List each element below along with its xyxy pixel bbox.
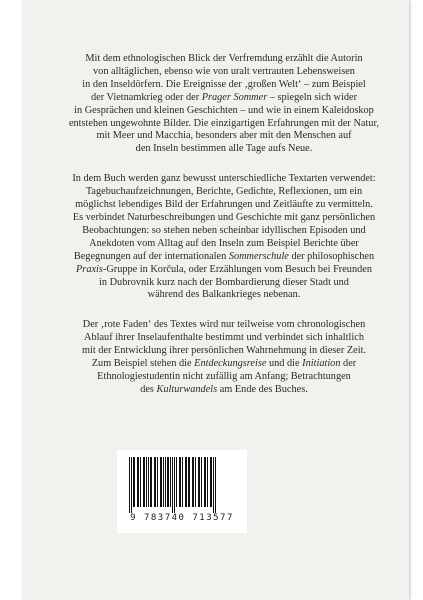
text-line: Beobachtungen: so stehen neben scheinbar idyllischen Episoden und <box>82 224 366 236</box>
barcode-bar <box>154 457 156 507</box>
italic-run: Praxis <box>76 263 103 275</box>
text-line: der Vietnamkrieg oder der Prager Sommer – spiegeln sich wider <box>91 91 357 103</box>
text-line: während des Balkankrieges nebenan. <box>147 289 301 301</box>
barcode-bar <box>185 457 187 507</box>
text-line: Tagebuchaufzeichnungen, Berichte, Gedichte, Reflexionen, um ein <box>85 186 363 198</box>
barcode-bar <box>157 457 158 507</box>
barcode-bar <box>172 457 173 513</box>
text-line: Begegnungen auf der internationalen Sommerschule der philosophischen <box>73 250 375 262</box>
barcode-bar <box>146 457 147 507</box>
italic-run: Entdeckungsreise <box>194 358 267 370</box>
italic-run: Initiation <box>302 358 341 370</box>
text-line: den Inseln bestimmen alle Tage aufs Neue. <box>135 143 313 155</box>
barcode-bar <box>140 457 141 507</box>
text-line: Der ‚rote Faden‘ des Textes wird nur teilweise vom chronologischen <box>82 319 366 331</box>
text-line: in den Inseldörfern. Die Ereignisse der ‚großen Welt‘ – zum Beispiel <box>82 78 366 90</box>
barcode-bar <box>182 457 183 507</box>
text-line: Ablauf ihrer Inselaufenthalte bestimmt und verbindet sich inhaltlich <box>84 332 364 344</box>
barcode-bar <box>207 457 208 507</box>
blurb-paragraph-2 <box>53 173 395 302</box>
blurb-paragraph-3 <box>53 319 395 396</box>
barcode-bar <box>170 457 171 507</box>
barcode-bar <box>143 457 145 507</box>
text-line: in Dubrovnik kurz nach der Bombardierung dieser Stadt und <box>99 276 349 288</box>
barcode-bars <box>125 457 239 513</box>
barcode-bar <box>198 457 200 507</box>
book-back-cover <box>23 0 409 600</box>
text-line: des Kulturwandels am Ende des Buches. <box>140 383 308 395</box>
barcode-bar <box>160 457 162 507</box>
text-line: möglichst lebendiges Bild der Erfahrungen und Zeitläufte zu vermitteln. <box>75 199 373 211</box>
barcode-bar <box>192 457 194 507</box>
barcode-bar <box>174 457 175 513</box>
barcode-bar <box>133 457 135 507</box>
italic-run: Sommerschule <box>228 250 289 262</box>
barcode-bar <box>201 457 202 507</box>
text-line: von alltäglichen, ebenso wie von uralt vertrauten Lebensweisen <box>93 65 355 77</box>
text-line: Praxis-Gruppe in Korčula, oder Erzählungen vom Besuch bei Freunden <box>76 263 372 275</box>
text-line: Zum Beispiel stehen die Entdeckungsreise und die Initiation der <box>91 358 357 370</box>
barcode-bar <box>167 457 169 507</box>
barcode-bar <box>163 457 164 507</box>
text-line: entstehen ungewohnte Bilder. Die einzigartigen Erfahrungen mit der Natur, <box>68 117 380 129</box>
text-line: mit Meer und Macchia, besonders aber mit den Menschen auf <box>96 130 352 142</box>
blurb-text <box>53 53 395 414</box>
text-line: Ethnologiestudentin nicht zufällig am Anfang; Betrachtungen <box>97 370 351 382</box>
barcode-bar <box>148 457 149 507</box>
barcode-bar <box>188 457 190 507</box>
barcode-bar <box>150 457 152 507</box>
isbn-barcode <box>117 450 247 533</box>
barcode-bar <box>210 457 212 507</box>
text-line: mit der Entwicklung ihrer persönlichen Wahrnehmung in dieser Zeit. <box>81 345 367 357</box>
barcode-bar <box>165 457 166 507</box>
text-line: In dem Buch werden ganz bewusst unterschiedliche Textarten verwendet: <box>72 173 376 185</box>
blurb-paragraph-1 <box>53 53 395 156</box>
text-line: Anekdoten vom Alltag auf den Inseln zum Beispiel Berichte über <box>89 237 359 249</box>
barcode-bar <box>195 457 196 507</box>
barcode-bar <box>129 457 130 513</box>
barcode-number: 9 783740 713577 <box>130 513 234 523</box>
barcode-bar <box>215 457 216 513</box>
barcode-bar <box>204 457 206 507</box>
barcode-bar <box>131 457 132 513</box>
text-line: in Gesprächen und kleinen Geschichten – und wie in einem Kaleidoskop <box>74 104 374 116</box>
barcode-bar <box>137 457 139 507</box>
barcode-bar <box>213 457 214 513</box>
text-line: Es verbindet Naturbeschreibungen und Geschichte mit ganz persönlichen <box>72 211 376 223</box>
barcode-bar <box>176 457 177 507</box>
text-line: Mit dem ethnologischen Blick der Verfremdung erzählt die Autorin <box>85 53 363 64</box>
italic-run: Prager Sommer <box>201 91 268 103</box>
italic-run: Kulturwandels <box>156 383 218 395</box>
barcode-bar <box>179 457 181 507</box>
